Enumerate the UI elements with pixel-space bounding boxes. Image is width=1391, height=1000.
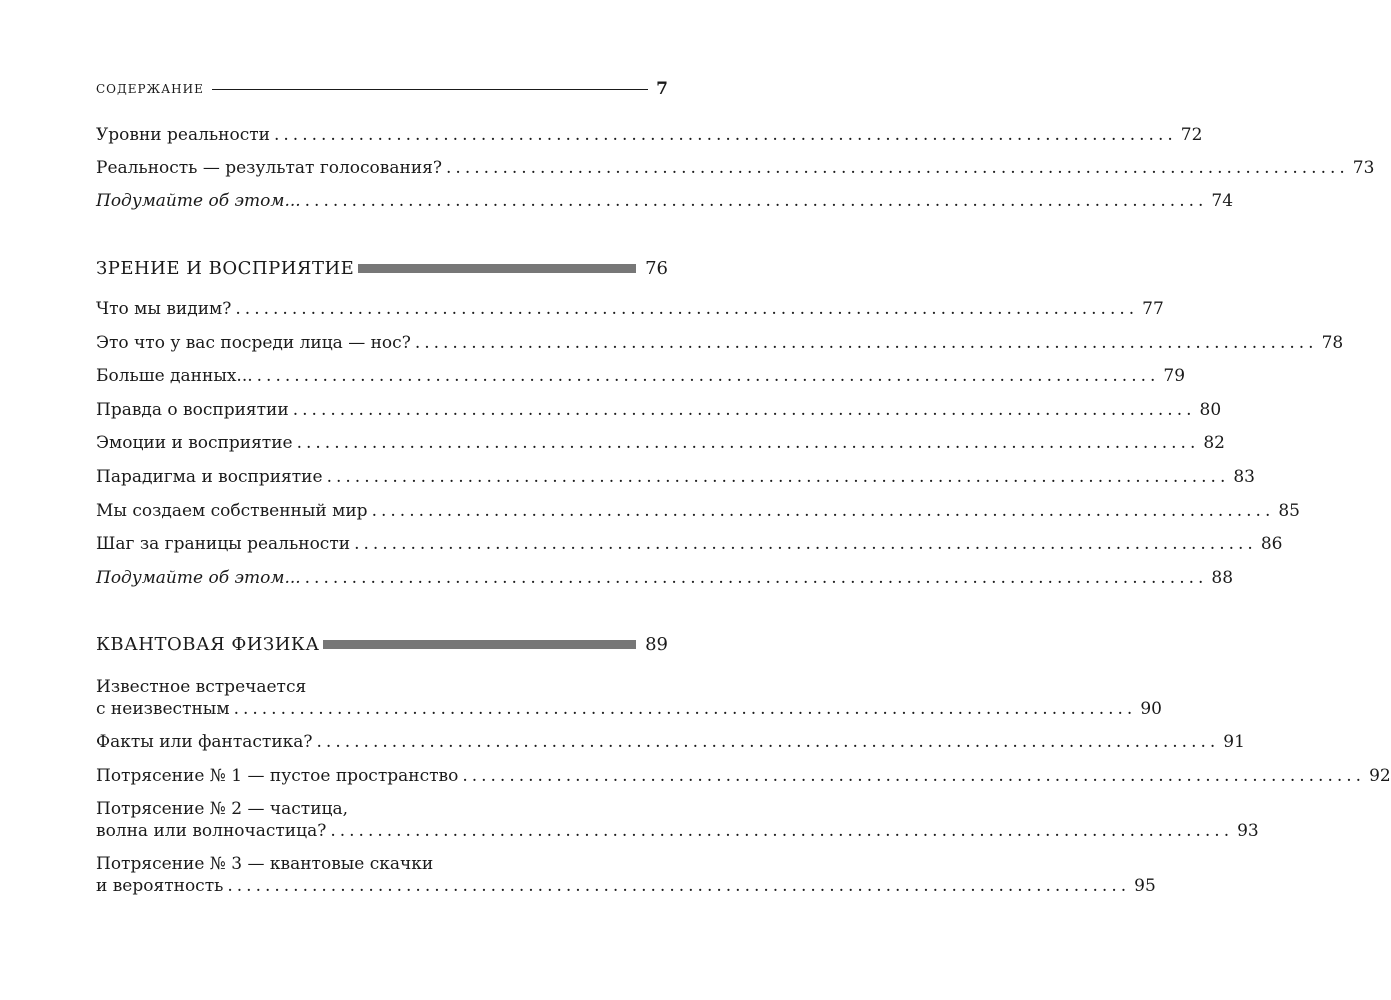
toc-leader-dots: ................................................................................................ — [446, 158, 1349, 178]
toc-entry-title: Факты или фантастика? — [96, 732, 313, 752]
toc-entry[interactable] — [96, 399, 1222, 421]
toc-page — [96, 0, 1391, 1000]
toc-entry[interactable] — [96, 853, 1156, 897]
toc-leader-dots: ................................................................................................ — [330, 821, 1234, 841]
section-heading-title: КВАНТОВАЯ ФИЗИКА — [96, 633, 320, 655]
toc-leader-dots: ................................................................................................ — [316, 732, 1220, 752]
toc-entry-page: 72 — [1180, 125, 1203, 145]
toc-entry-first-line: Известное встречается — [96, 677, 307, 697]
toc-entry-title: Шаг за границы реальности — [96, 534, 351, 555]
running-head-title: СОДЕРЖАНИЕ — [96, 82, 204, 96]
section-heading-page: 76 — [645, 257, 668, 279]
toc-leader-dots: ................................................................................................ — [235, 299, 1139, 319]
section-vision — [96, 256, 1344, 589]
toc-entry-page: 86 — [1260, 534, 1283, 555]
toc-entry-title: Реальность — результат голосования? — [96, 158, 443, 178]
toc-entry-title: Что мы видим? — [96, 299, 232, 319]
toc-leader-dots: ................................................................................................ — [304, 567, 1208, 588]
toc-leader-dots: ................................................................................................ — [304, 191, 1208, 211]
toc-entry-page: 79 — [1163, 366, 1186, 387]
running-head — [96, 79, 668, 99]
toc-leader-dots: ................................................................................................ — [371, 500, 1275, 521]
toc-entry-page: 93 — [1237, 821, 1259, 841]
toc-entry[interactable] — [96, 466, 1255, 488]
toc-entry[interactable] — [96, 500, 1300, 522]
toc-entry[interactable] — [96, 731, 1245, 753]
toc-entry-page: 92 — [1369, 766, 1391, 786]
toc-entry-title: Подумайте об этом... — [96, 191, 301, 211]
toc-entry-page: 82 — [1203, 433, 1225, 454]
toc-leader-dots: ................................................................................................ — [274, 125, 1177, 145]
section-quantum — [96, 632, 1391, 897]
toc-entry-title: Мы создаем собственный мир — [96, 500, 368, 521]
toc-entry-page: 85 — [1278, 500, 1300, 521]
toc-leader-dots: ................................................................................................ — [414, 332, 1318, 353]
toc-entry-page: 78 — [1321, 332, 1344, 353]
toc-entry[interactable] — [96, 190, 1234, 212]
toc-entry-first-line: Потрясение № 3 — квантовые скачки — [96, 854, 434, 874]
toc-entry[interactable] — [96, 567, 1234, 589]
toc-entry[interactable] — [96, 124, 1203, 146]
toc-leader-dots: ................................................................................................ — [354, 534, 1257, 555]
toc-entry[interactable] — [96, 298, 1164, 320]
toc-entry[interactable] — [96, 533, 1283, 555]
section-heading[interactable] — [96, 256, 668, 280]
toc-entry-page: 73 — [1352, 158, 1375, 178]
toc-entry-title: Эмоции и восприятие — [96, 433, 293, 454]
toc-leader-dots: ................................................................................................ — [462, 766, 1366, 786]
toc-entry[interactable] — [96, 676, 1162, 720]
toc-entry[interactable] — [96, 365, 1186, 387]
section-heading-title: ЗРЕНИЕ И ВОСПРИЯТИЕ — [96, 257, 355, 279]
toc-entry-page: 95 — [1134, 876, 1156, 896]
toc-leader-dots: ................................................................................................ — [227, 876, 1131, 896]
toc-entry-page: 91 — [1223, 732, 1245, 752]
toc-entry-page: 90 — [1140, 699, 1162, 719]
toc-entry-title: Уровни реальности — [96, 125, 270, 145]
running-head-page-number: 7 — [656, 79, 668, 99]
toc-entry-page: 77 — [1142, 299, 1164, 319]
toc-entry[interactable] — [96, 432, 1225, 454]
toc-entry-page: 88 — [1211, 567, 1234, 588]
toc-entry-title: с неизвестным — [96, 699, 230, 719]
toc-entry-title: Потрясение № 1 — пустое пространство — [96, 766, 459, 786]
toc-entry-title: и вероятность — [96, 876, 224, 896]
toc-entry-page: 74 — [1211, 191, 1234, 211]
toc-entry[interactable] — [96, 157, 1375, 179]
toc-leader-dots: ................................................................................................ — [326, 466, 1230, 487]
section-heading-page: 89 — [645, 633, 668, 655]
toc-entry[interactable] — [96, 332, 1344, 354]
toc-entry-page: 80 — [1199, 399, 1222, 420]
toc-entry-title: волна или волночастица? — [96, 821, 327, 841]
running-head-rule — [212, 89, 648, 90]
section-heading[interactable] — [96, 632, 668, 656]
top-entries — [96, 124, 1375, 212]
toc-entry[interactable] — [96, 798, 1259, 842]
toc-entry-title: Подумайте об этом... — [96, 567, 301, 588]
toc-leader-dots: ................................................................................................ — [233, 699, 1137, 719]
toc-entry-title: Больше данных... — [96, 366, 253, 387]
toc-entry[interactable] — [96, 765, 1391, 787]
toc-leader-dots: ................................................................................................ — [256, 366, 1160, 387]
toc-entry-title: Правда о восприятии — [96, 399, 289, 420]
toc-entry-first-line: Потрясение № 2 — частица, — [96, 799, 348, 819]
toc-entry-title: Парадигма и восприятие — [96, 466, 323, 487]
toc-entry-title: Это что у вас посреди лица — нос? — [96, 332, 411, 353]
section-heading-bar — [323, 640, 636, 649]
toc-entry-page: 83 — [1233, 466, 1255, 487]
toc-leader-dots: ................................................................................................ — [296, 433, 1200, 454]
toc-leader-dots: ................................................................................................ — [292, 399, 1196, 420]
section-heading-bar — [358, 264, 636, 273]
